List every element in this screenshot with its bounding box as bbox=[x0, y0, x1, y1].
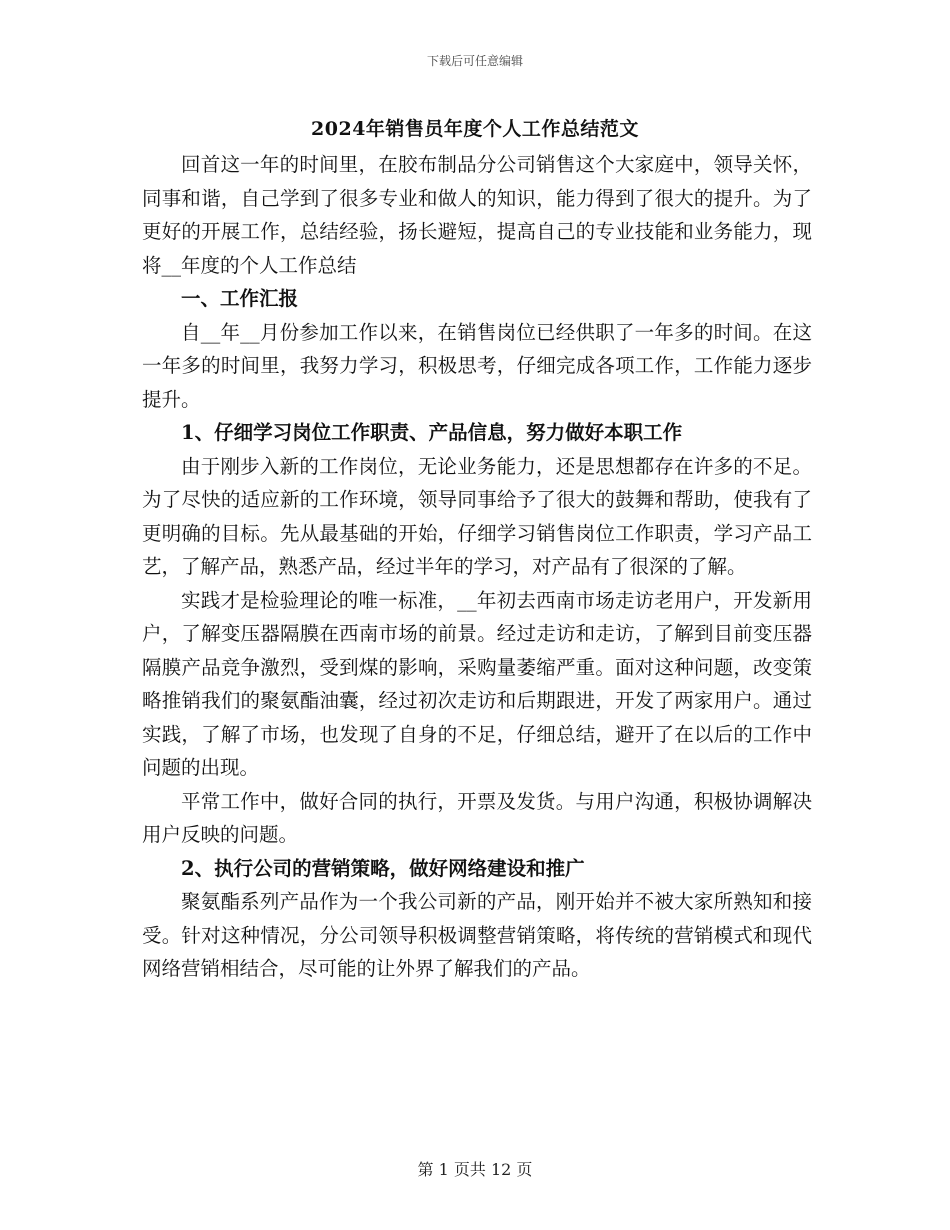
body-paragraph: 实践才是检验理论的唯一标准，__年初去西南市场走访老用户，开发新用户，了解变压器隔膜在西南市场的前景。经过走访和走访，了解到目前变压器隔膜产品竞争激烈，受到煤的影响，采购量萎缩严重。面对这种问题，改变策略推销我们的聚氨酯油囊，经过初次走访和后期跟进，开发了两家用户。通过实践，了解了市场，也发现了自身的不足，仔细总结，避开了在以后的工作中问题的出现。 bbox=[142, 588, 812, 779]
page-number-footer: 第 1 页共 12 页 bbox=[417, 1160, 533, 1179]
document-title: 2024年销售员年度个人工作总结范文 bbox=[311, 118, 639, 140]
subsection-heading-2: 2、执行公司的营销策略，做好网络建设和推广 bbox=[181, 856, 585, 880]
body-paragraph: 平常工作中，做好合同的执行，开票及发货。与用户沟通，积极协调解决用户反映的问题。 bbox=[142, 789, 812, 846]
intro-paragraph: 回首这一年的时间里，在胶布制品分公司销售这个大家庭中，领导关怀，同事和谐，自己学到了很多专业和做人的知识，能力得到了很大的提升。为了更好的开展工作，总结经验，扬长避短，提高自己的专业技能和业务能力，现将__年度的个人工作总结 bbox=[142, 153, 812, 277]
section-heading-work-report: 一、工作汇报 bbox=[181, 287, 299, 310]
body-paragraph: 由于刚步入新的工作岗位，无论业务能力，还是思想都存在许多的不足。为了尽快的适应新的工作环境，领导同事给予了很大的鼓舞和帮助，使我有了更明确的目标。先从最基础的开始，仔细学习销售岗位工作职责，学习产品工艺，了解产品，熟悉产品，经过半年的学习，对产品有了很深的了解。 bbox=[142, 454, 812, 578]
header-note: 下载后可任意编辑 bbox=[426, 54, 523, 68]
document-body bbox=[142, 148, 812, 986]
body-paragraph: 自__年__月份参加工作以来，在销售岗位已经供职了一年多的时间。在这一年多的时间里，我努力学习，积极思考，仔细完成各项工作，工作能力逐步提升。 bbox=[142, 320, 812, 411]
subsection-heading-1: 1、仔细学习岗位工作职责、产品信息，努力做好本职工作 bbox=[181, 421, 683, 444]
body-paragraph: 聚氨酯系列产品作为一个我公司新的产品，刚开始并不被大家所熟知和接受。针对这种情况，分公司领导积极调整营销策略，将传统的营销模式和现代网络营销相结合，尽可能的让外界了解我们的产品。 bbox=[142, 890, 812, 980]
